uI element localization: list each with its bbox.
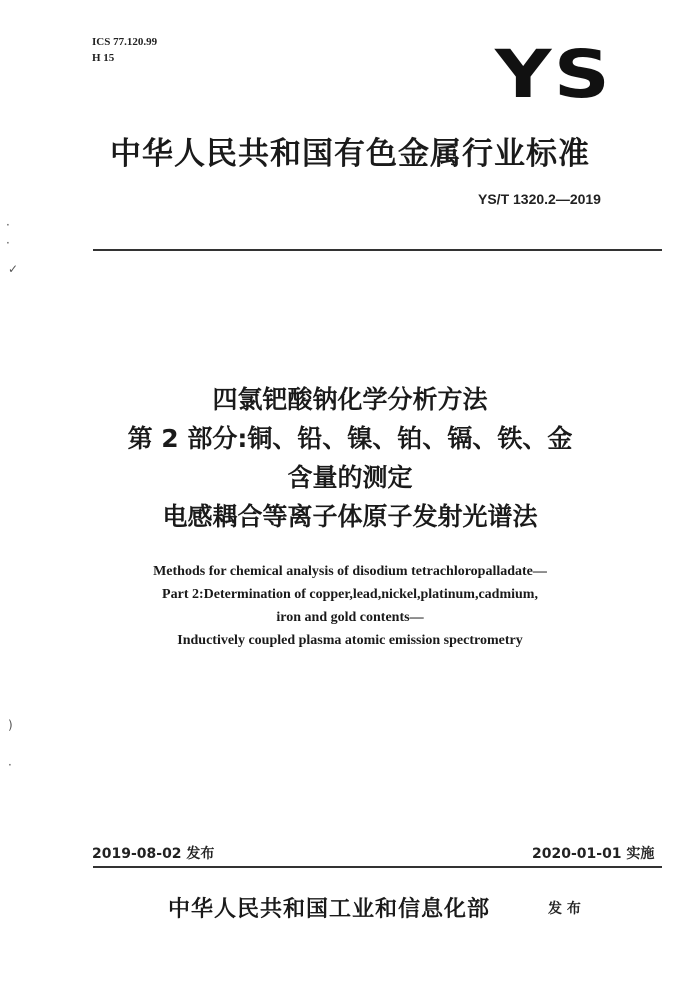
chinese-title-line: 第 2 部分:铜、铅、镍、铂、镉、铁、金 xyxy=(127,424,573,453)
standard-number: YS/T 1320.2—2019 xyxy=(478,191,601,207)
implement-date: 2020-01-01 实施 xyxy=(532,846,655,862)
scan-mark: · xyxy=(8,758,12,772)
ics-code: ICS 77.120.99 xyxy=(92,36,158,48)
classification-codes xyxy=(92,34,157,66)
chinese-title xyxy=(0,380,700,536)
bottom-divider xyxy=(93,866,662,868)
english-title-line: Methods for chemical analysis of disodium tetrachloropalladate— xyxy=(153,564,547,579)
issuer: 中华人民共和国工业和信息化部 xyxy=(168,897,491,922)
chinese-title-line: 四氯钯酸钠化学分析方法 xyxy=(212,385,488,414)
english-title-line: Inductively coupled plasma atomic emission spectrometry xyxy=(177,633,523,648)
scan-mark: · xyxy=(6,218,10,232)
scan-mark: · xyxy=(6,236,10,250)
chinese-title-line: 电感耦合等离子体原子发射光谱法 xyxy=(162,502,538,531)
english-title-line: Part 2:Determination of copper,lead,nickel,platinum,cadmium, xyxy=(162,587,538,602)
ys-logo: YS xyxy=(495,36,613,113)
english-title xyxy=(0,560,700,652)
scan-mark: ✓ xyxy=(8,262,19,276)
class-code: H 15 xyxy=(92,52,115,64)
organization-title: 中华人民共和国有色金属行业标准 xyxy=(110,136,590,172)
english-title-line: iron and gold contents— xyxy=(276,610,424,625)
issue-date: 2019-08-02 发布 xyxy=(92,846,215,862)
issue-label: 发 布 xyxy=(548,901,581,917)
scan-mark: ) xyxy=(8,718,13,732)
chinese-title-line: 含量的测定 xyxy=(287,463,413,492)
top-divider xyxy=(93,249,662,251)
